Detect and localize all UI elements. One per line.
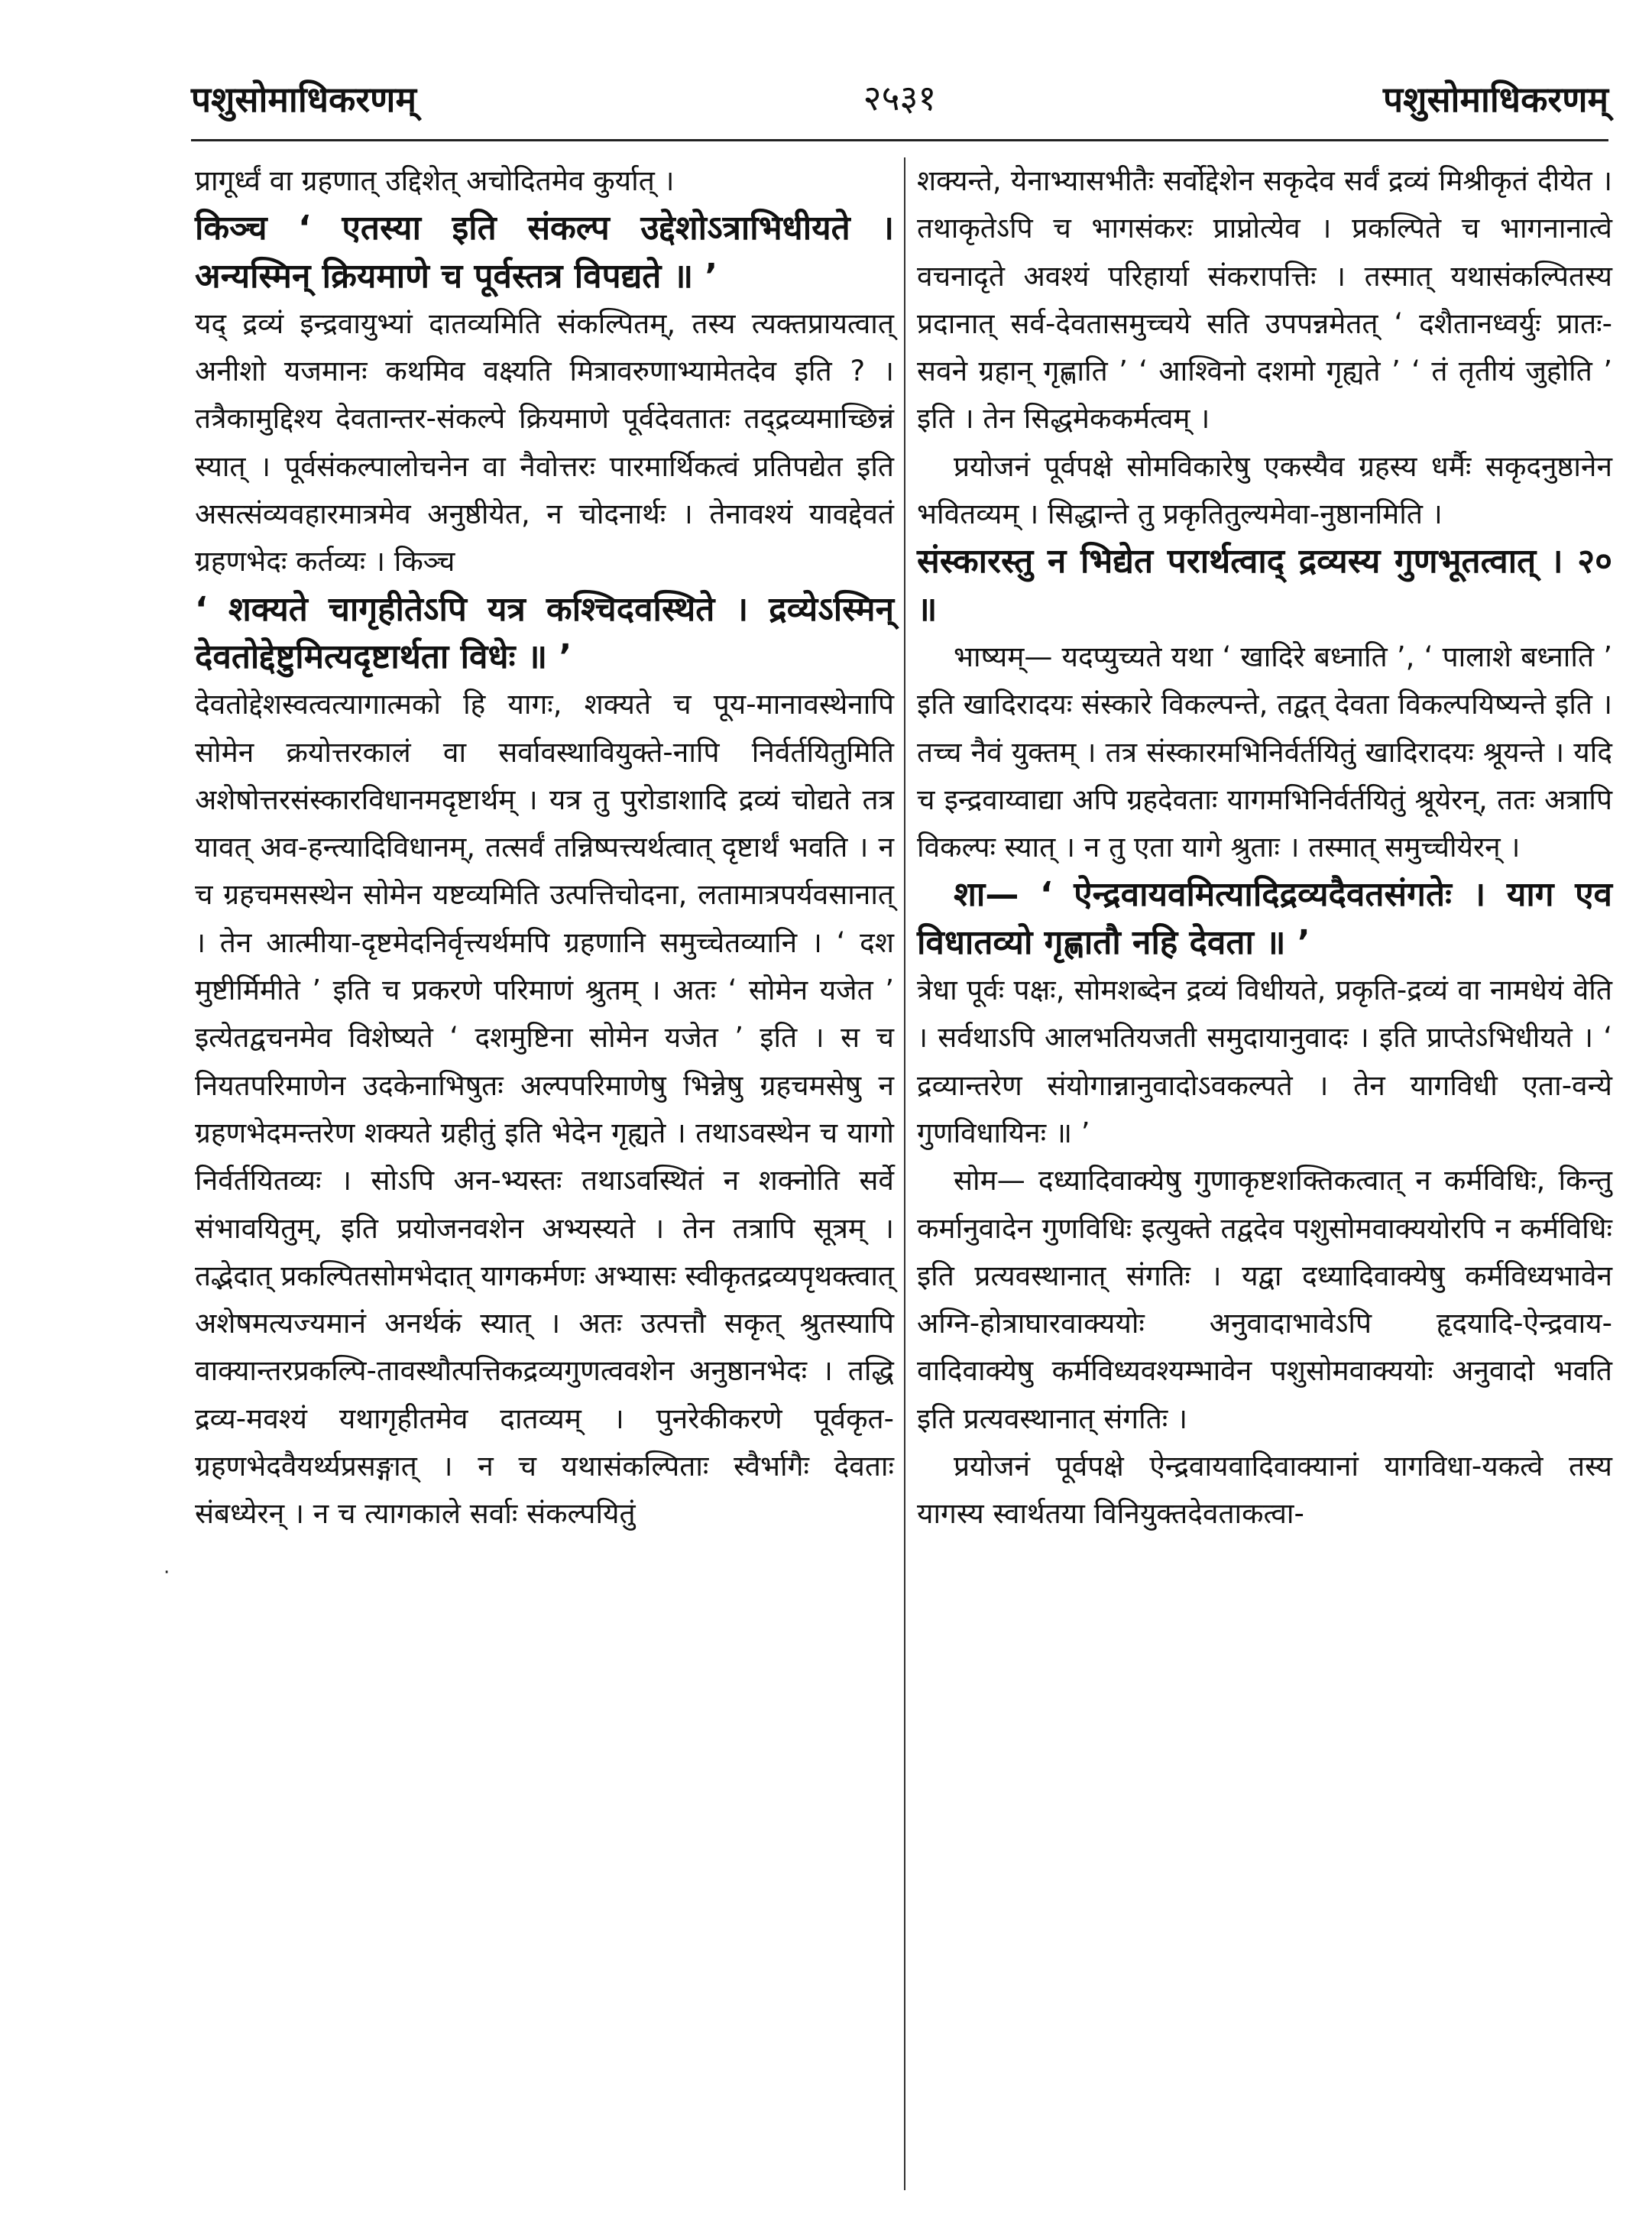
column-divider <box>904 157 905 2190</box>
verse: शा— ‘ ऐन्द्रवायवमित्यादिद्रव्यदैवतसंगतेः । याग एव विधातव्यो गृह्णातौ नहि देवता ॥ ’ <box>917 875 1612 962</box>
paragraph: प्रयोजनं पूर्वपक्षे ऐन्द्रवायवादिवाक्यानां यागविधा-यकत्वे तस्य यागस्य स्वार्थतया विनियुक्तदेवताकत्वा- <box>917 1450 1612 1531</box>
verse: ‘ शक्यते चागृहीतेऽपि यत्र कश्चिदवस्थिते । द्रव्येऽस्मिन् देवतोद्देष्टुमित्यदृष्टार्थता विधेः ॥ ’ <box>195 589 894 676</box>
running-title-right: पशुसोमाधिकरणम् <box>1383 79 1608 120</box>
paragraph: प्रयोजनं पूर्वपक्षे सोमविकारेषु एकस्यैव ग्रहस्य धर्मैः सकृदनुष्ठानेन भवितव्यम् । सिद्धान्ते तु प्रकृतितुल्यमेवा-नुष्ठानमिति । <box>917 449 1612 531</box>
paragraph: प्रागूर्ध्वं वा ग्रहणात् उद्दिशेत् अचोदितमेव कुर्यात् । <box>195 164 675 197</box>
right-column <box>917 157 1612 1538</box>
margin-mark: · <box>164 1561 170 1584</box>
sutra: संस्कारस्तु न भिद्येत परार्थत्वाद् द्रव्यस्य गुणभूतत्वात् । २० ॥ <box>917 542 1612 629</box>
paragraph: शक्यन्ते, येनाभ्यासभीतैः सर्वोद्देशेन सकृदेव सर्वं द्रव्यं मिश्रीकृतं दीयेत । तथाकृतेऽपि च भागसंकरः प्राप्नोत्येव । प्रकल्पिते च भागनानात्वे वचनादृते अवश्यं परिहार्या संकरापत्तिः । तस्मात् यथासंकल्पितस्य प्रदानात् सर्व-देवतासमुच्चये सति उपपन्नमेतत् ‘ दशैतानध्वर्युः प्रातः-सवने ग्रहान् गृह्णाति ’ ‘ आश्विनो दशमो गृह्यते ’ ‘ तं तृतीयं जुहोति ’ इति । तेन सिद्धमेककर्मत्वम् । <box>917 164 1612 436</box>
page-number: २५३१ <box>863 77 937 118</box>
left-column <box>195 157 894 1538</box>
running-title-left: पशुसोमाधिकरणम् <box>191 79 416 120</box>
verse: किञ्च ‘ एतस्या इति संकल्प उद्देशोऽत्राभिधीयते । अन्यस्मिन् क्रियमाणे च पूर्वस्तत्र विपद्यते ॥ ’ <box>195 209 894 296</box>
commentary-paragraph: सोम— दध्यादिवाक्येषु गुणाकृष्टशक्तिकत्वात् न कर्मविधिः, किन्तु कर्मानुवादेन गुणविधिः इत्युक्ते तद्वदेव पशुसोमवाक्ययोरपि न कर्मविधिः इति प्रत्यवस्थानात् संगतिः । यद्वा दध्यादिवाक्येषु कर्मविध्यभावेन अग्नि-होत्राघारवाक्ययोः अनुवादाभावेऽपि हृदयादि-ऐन्द्रवाय-वादिवाक्येषु कर्मविध्यवश्यम्भावेन पशुसोमवाक्ययोः अनुवादो भवति इति प्रत्यवस्थानात् संगतिः । <box>917 1164 1612 1435</box>
bhashya-paragraph: भाष्यम्— यदप्युच्यते यथा ‘ खादिरे बध्नाति ’, ‘ पालाशे बध्नाति ’ इति खादिरादयः संस्कारे विकल्पन्ते, तद्वत् देवता विकल्पयिष्यन्ते इति । तच्च नैवं युक्तम् । तत्र संस्कारमभिनिर्वर्तयितुं खादिरादयः श्रूयन्ते । यदि च इन्द्रवाय्वाद्या अपि ग्रहदेवताः यागमभिनिर्वर्तयितुं श्रूयेरन्, ततः अत्रापि विकल्पः स्यात् । न तु एता यागे श्रुताः । तस्मात् समुच्चीयेरन् । <box>917 640 1612 864</box>
paragraph: देवतोद्देशस्वत्वत्यागात्मको हि यागः, शक्यते च पूय-मानावस्थेनापि सोमेन क्रयोत्तरकालं वा सर्वावस्थावियुक्ते-नापि निर्वर्तयितुमिति अशेषोत्तरसंस्कारविधानमदृष्टार्थम् । यत्र तु पुरोडाशादि द्रव्यं चोद्यते तत्र यावत् अव-हन्त्यादिविधानम्, तत्सर्वं तन्निष्पत्त्यर्थत्वात् दृष्टार्थं भवति । न च ग्रहचमसस्थेन सोमेन यष्टव्यमिति उत्पत्तिचोदना, लतामात्रपर्यवसानात् । तेन आत्मीया-दृष्टमेदनिर्वृत्त्यर्थमपि ग्रहणानि समुच्चेतव्यानि । ‘ दश मुष्टीर्मिमीते ’ इति च प्रकरणे परिमाणं श्रुतम् । अतः ‘ सोमेन यजेत ’ इत्येतद्वचनमेव विशेष्यते ‘ दशमुष्टिना सोमेन यजेत ’ इति । स च नियतपरिमाणेन उदकेनाभिषुतः अल्पपरिमाणेषु भिन्नेषु ग्रहचमसेषु न ग्रहणभेदमन्तरेण शक्यते ग्रहीतुं इति भेदेन गृह्यते । तथाऽवस्थेन च यागो निर्वर्तयितव्यः । सोऽपि अन-भ्यस्तः तथाऽवस्थितं न शक्नोति सर्वे संभावयितुम्, इति प्रयोजनवशेन अभ्यस्यते । तेन तत्रापि सूत्रम् । तद्भेदात् प्रकल्पितसोमभेदात् यागकर्मणः अभ्यासः स्वीकृतद्रव्यपृथक्त्वात् अशेषमत्यज्यमानं अनर्थकं स्यात् । अतः उत्पत्तौ सकृत् श्रुतस्यापि वाक्यान्तरप्रकल्पि-तावस्थौत्पत्तिकद्रव्यगुणत्ववशेन अनुष्ठानभेदः । तद्धि द्रव्य-मवश्यं यथागृहीतमेव दातव्यम् । पुनरेकीकरणे पूर्वकृत-ग्रहणभेदवैयर्थ्यप्रसङ्गात् । न च यथासंकल्पिताः स्वैर्भागैः देवताः संबध्येरन् । न च त्यागकाले सर्वाः संकल्पयितुं <box>195 688 894 1531</box>
paragraph: त्रेधा पूर्वः पक्षः, सोमशब्देन द्रव्यं विधीयते, प्रकृति-द्रव्यं वा नामधेयं वेति । सर्वथाऽपि आलभतियजती समुदायानुवादः । इति प्राप्तेऽभिधीयते । ‘ द्रव्यान्तरेण संयोगान्नानुवादोऽवकल्पते । तेन यागविधी एता-वन्ये गुणविधायिनः ॥ ’ <box>917 974 1612 1149</box>
paragraph: यद् द्रव्यं इन्द्रवायुभ्यां दातव्यमिति संकल्पितम्, तस्य त्यक्तप्रायत्वात् अनीशो यजमानः कथमिव वक्ष्यति मित्रावरुणाभ्यामेतदेव इति ? । तत्रैकामुद्दिश्य देवतान्तर-संकल्पे क्रियमाणे पूर्वदेवतातः तद्द्रव्यमाच्छिन्नं स्यात् । पूर्वसंकल्पालोचनेन वा नैवोत्तरः पारमार्थिकत्वं प्रतिपद्येत इति असत्संव्यवहारमात्रमेव अनुष्ठीयेत, न चोदनार्थः । तेनावश्यं यावद्देवतं ग्रहणभेदः कर्तव्यः । किञ्च <box>195 306 894 578</box>
header-rule <box>191 139 1608 141</box>
page-header <box>191 67 1608 128</box>
